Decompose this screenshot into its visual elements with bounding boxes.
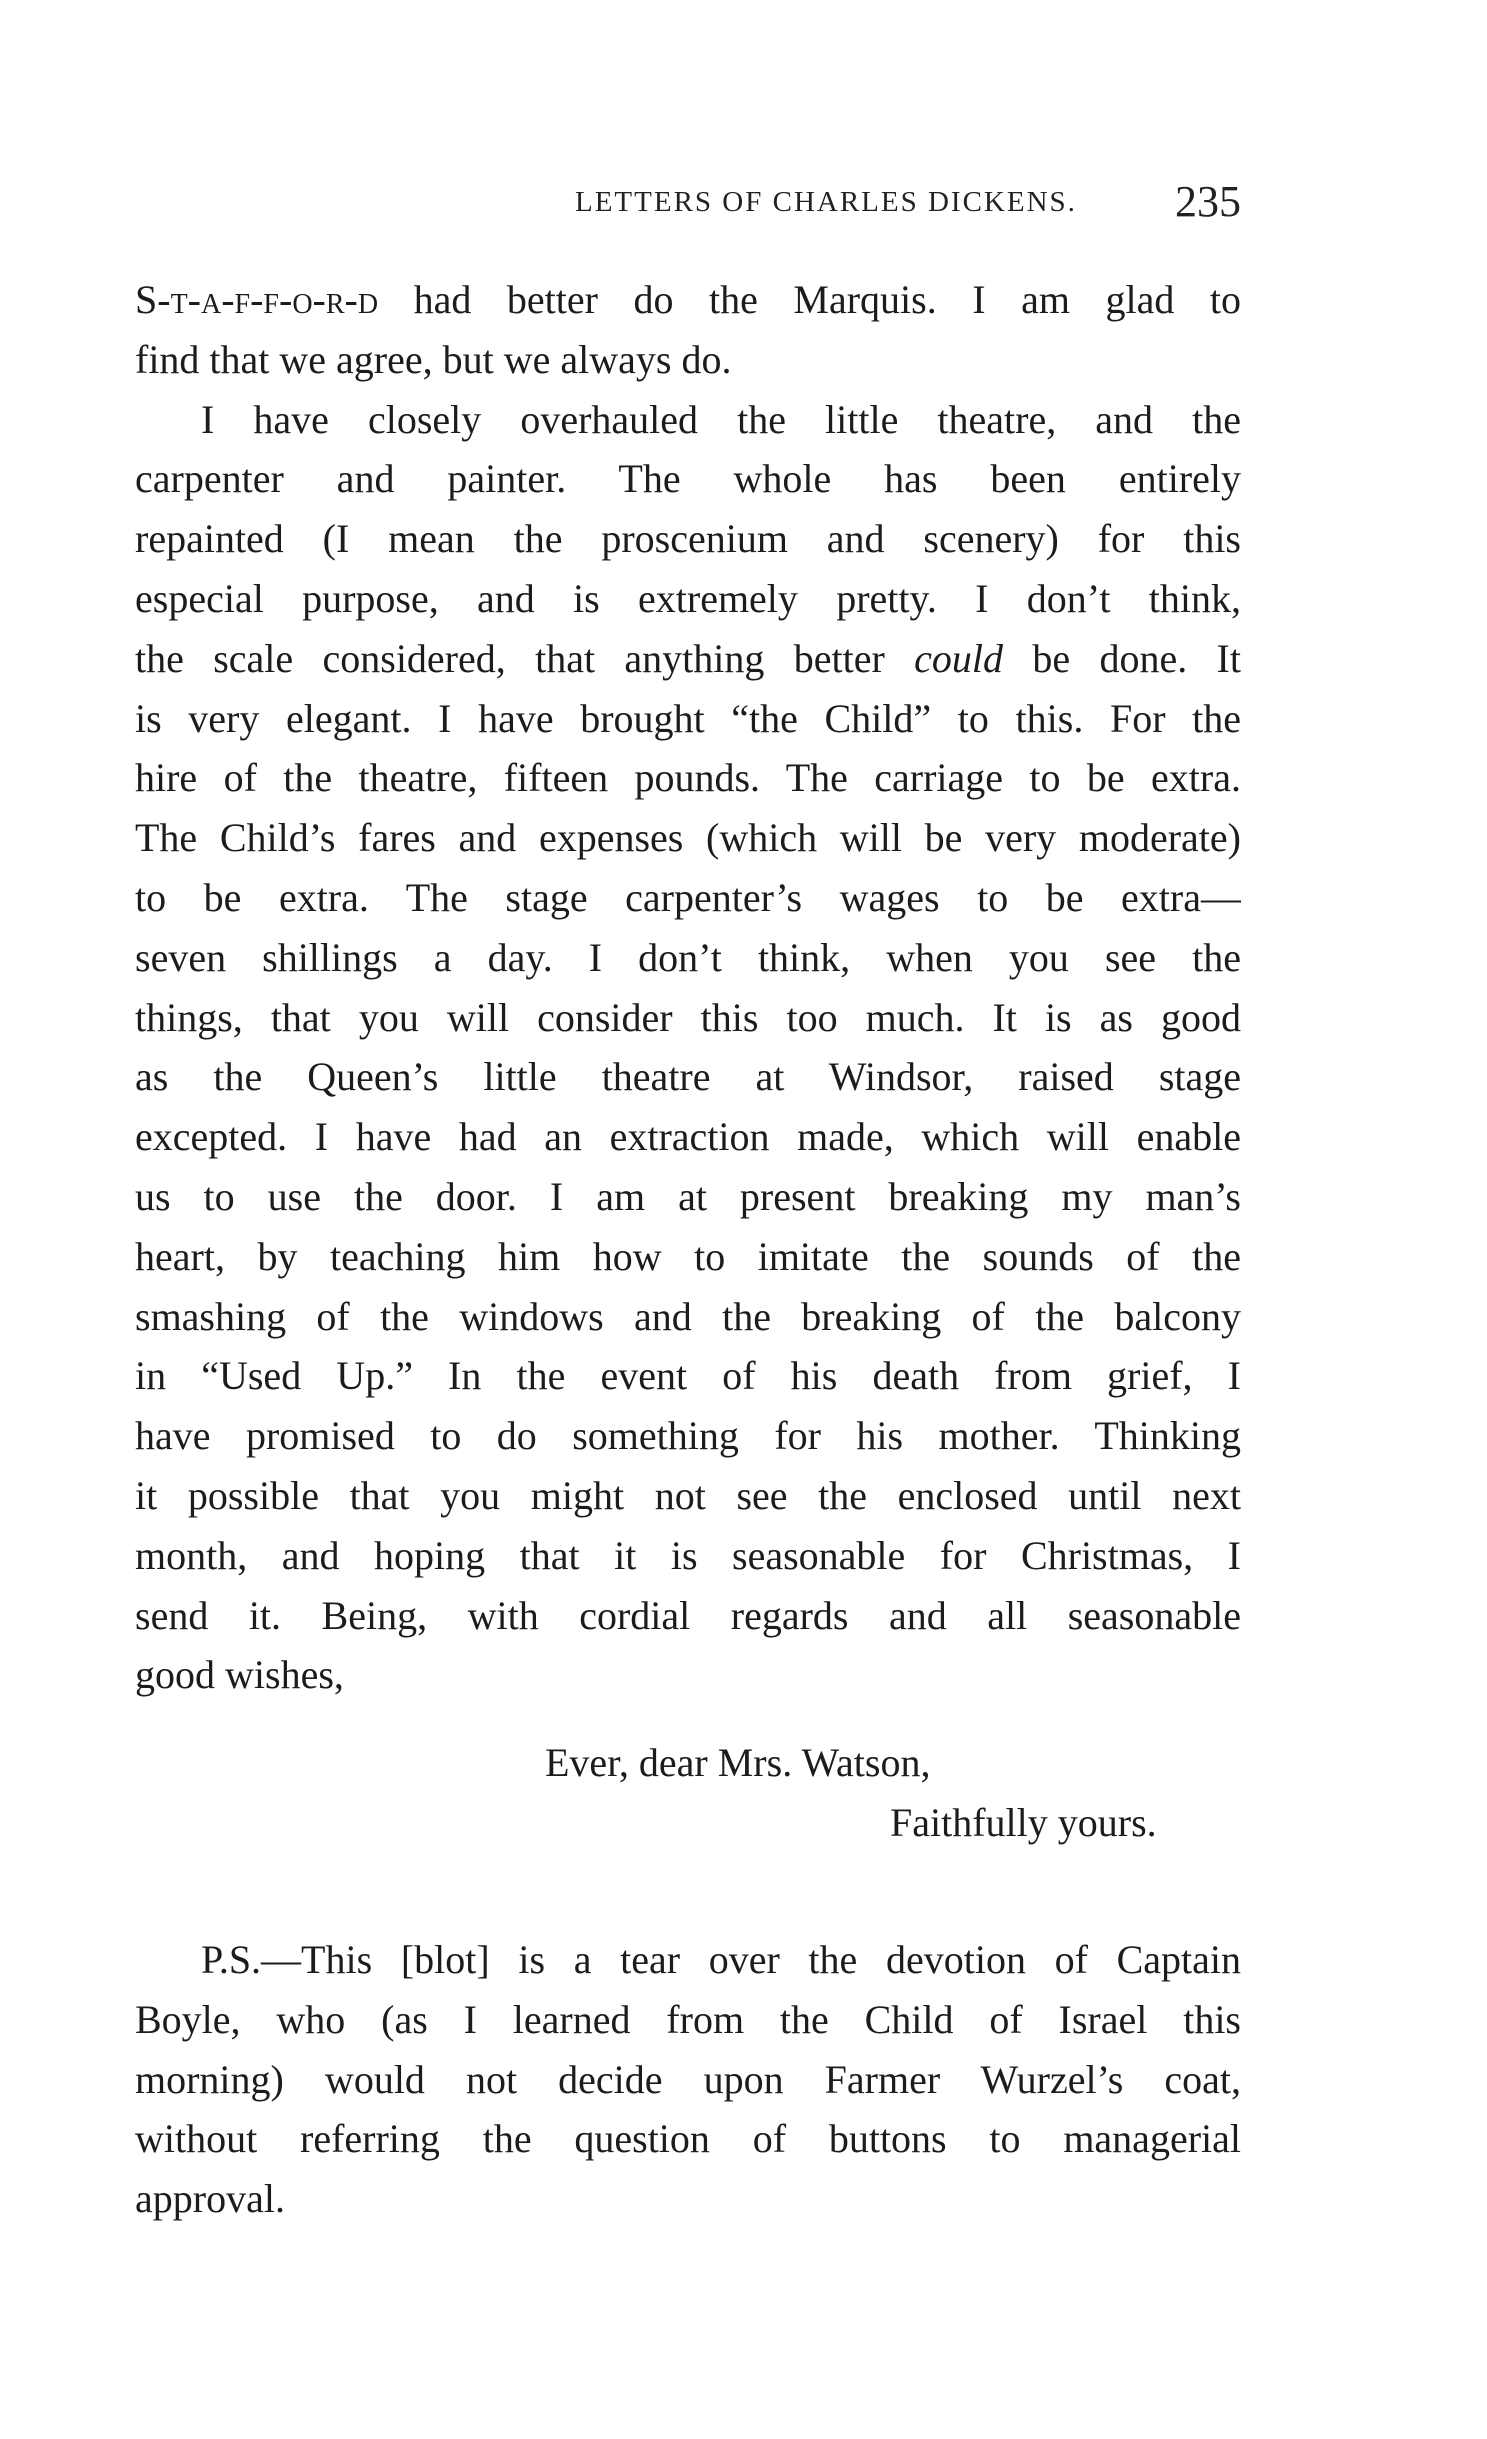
- text-line: [135, 629, 1241, 689]
- text-line: have promised to do something for his mother. Thinking: [135, 1413, 1241, 1459]
- text-line: Boyle, who (as I learned from the Child of Israel this: [135, 1996, 1241, 2042]
- emphasis-could: could: [914, 635, 1004, 681]
- text-line: hire of the theatre, fifteen pounds. The carriage to be extra.: [135, 755, 1241, 801]
- page-number: 235: [1175, 177, 1241, 226]
- text-fragment: had better do the Marquis. I am glad to: [378, 277, 1241, 322]
- text-line: is very elegant. I have brought “the Child” to this. For the: [135, 695, 1241, 741]
- text-line: to be extra. The stage carpenter’s wages to be extra—: [135, 874, 1241, 920]
- text-line: heart, by teaching him how to imitate the sounds of the: [135, 1233, 1241, 1279]
- text-line: month, and hoping that it is seasonable for Christmas, I: [135, 1532, 1241, 1578]
- text-line: repainted (I mean the proscenium and scenery) for this: [135, 516, 1241, 562]
- text-line: I have closely overhauled the little theatre, and the: [201, 396, 1241, 442]
- text-line: without referring the question of buttons to managerial: [135, 2116, 1241, 2162]
- text-line: The Child’s fares and expenses (which will be very moderate): [135, 815, 1241, 861]
- text-line: good wishes,: [135, 1652, 344, 1698]
- text-line: find that we agree, but we always do.: [135, 336, 732, 382]
- letter-body: [135, 270, 1241, 1705]
- text-line: [135, 270, 1241, 330]
- text-line: especial purpose, and is extremely pretty. I don’t think,: [135, 575, 1241, 621]
- text-line: things, that you will consider this too much. It is as good: [135, 994, 1241, 1040]
- text-line: carpenter and painter. The whole has been entirely: [135, 456, 1241, 502]
- text-line: it possible that you might not see the enclosed until next: [135, 1472, 1241, 1518]
- closing-salutation: Ever, dear Mrs. Watson,: [545, 1740, 931, 1785]
- text-line: as the Queen’s little theatre at Windsor, raised stage: [135, 1054, 1241, 1100]
- text-line: approval.: [135, 2176, 285, 2222]
- text-line: send it. Being, with cordial regards and all seasonable: [135, 1592, 1241, 1638]
- text-line: smashing of the windows and the breaking of the balcony: [135, 1293, 1241, 1339]
- text-line: excepted. I have had an extraction made, which will enable: [135, 1114, 1241, 1160]
- text-line: seven shillings a day. I don’t think, when you see the: [135, 934, 1241, 980]
- closing-signoff: Faithfully yours.: [890, 1800, 1157, 1845]
- text-fragment: the scale considered, that anything better: [135, 635, 915, 681]
- text-line: us to use the door. I am at present breaking my man’s: [135, 1173, 1241, 1219]
- text-fragment: be done. It: [1003, 635, 1241, 681]
- running-head: [135, 176, 1241, 236]
- text-line: in “Used Up.” In the event of his death from grief, I: [135, 1353, 1241, 1399]
- text-line: morning) would not decide upon Farmer Wurzel’s coat,: [135, 2056, 1241, 2102]
- text-line: P.S.—This [blot] is a tear over the devotion of Captain: [201, 1937, 1241, 1982]
- name-smallcaps: S-t-a-f-f-o-r-d: [135, 277, 379, 322]
- postscript: [135, 1930, 1241, 2229]
- running-title: LETTERS OF CHARLES DICKENS.: [575, 186, 1077, 218]
